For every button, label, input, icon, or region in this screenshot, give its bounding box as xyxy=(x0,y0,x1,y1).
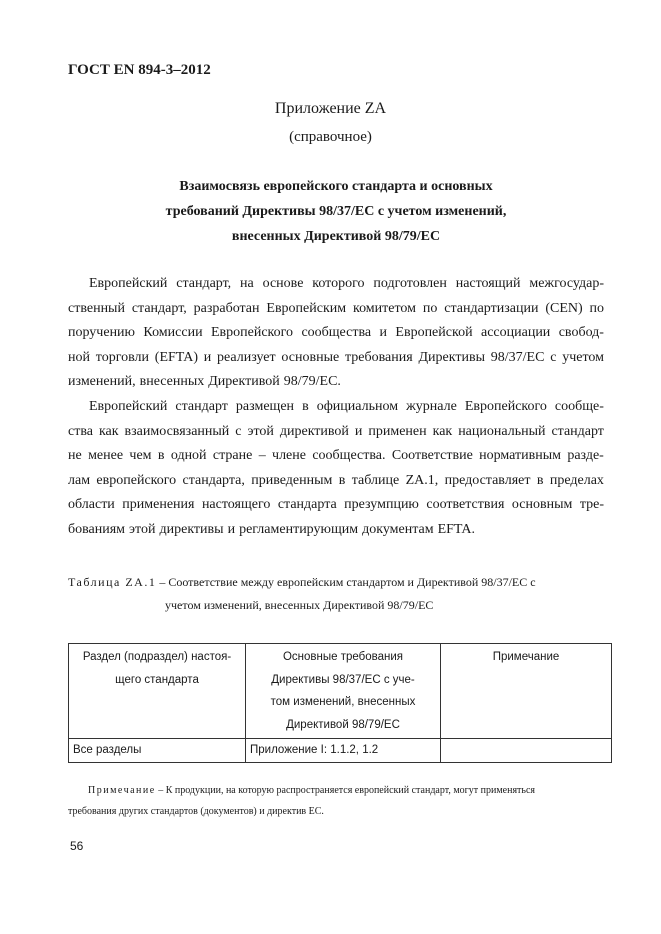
table-caption-continuation: учетом изменений, внесенных Директивой 98/79/ЕС xyxy=(165,598,434,612)
paragraph-1 xyxy=(68,272,604,395)
word: комитетом xyxy=(352,300,417,316)
word: стандартизации xyxy=(444,300,539,316)
word: требования xyxy=(344,349,413,365)
word: области xyxy=(68,497,115,513)
annex-title: Приложение ZA xyxy=(274,100,387,117)
word: стране xyxy=(212,448,253,464)
word: Директивы xyxy=(418,349,485,365)
annex-subtitle-line: Взаимосвязь европейского стандарта и основных xyxy=(179,179,493,194)
table-caption-text: – Соответствие между европейским стандартом и Директивой 98/37/ЕС с xyxy=(156,575,536,589)
word: размещен xyxy=(235,398,295,414)
word: сообщества xyxy=(301,325,372,341)
word: стандарт xyxy=(551,423,604,439)
word: 98/79/ЕС. xyxy=(283,374,341,390)
word: свобод- xyxy=(558,325,604,341)
header-line: Основные требования xyxy=(282,651,404,663)
header-line: Примечание xyxy=(492,651,560,663)
word: директивой xyxy=(279,423,349,439)
word: стандарта xyxy=(277,497,337,513)
word: основные xyxy=(281,349,340,365)
word: стандарт, xyxy=(176,276,232,291)
word: (EFTA) xyxy=(154,349,198,365)
table-cell-note xyxy=(441,739,612,763)
word: бованиям xyxy=(68,521,126,537)
word: презумпцию xyxy=(344,497,419,513)
document-code: ГОСТ EN 894-3–2012 xyxy=(68,62,211,78)
word: межгосудар- xyxy=(529,276,604,291)
word: по xyxy=(589,300,604,316)
word: в xyxy=(157,448,165,464)
word: Соответствие xyxy=(391,448,473,464)
word: 98/37/ЕС xyxy=(490,349,545,365)
word: в xyxy=(536,472,544,488)
word: сообщества. xyxy=(312,448,386,464)
paragraph-line xyxy=(68,395,604,420)
word: предоставляет xyxy=(444,472,531,488)
paragraph-line xyxy=(68,346,604,371)
table-row xyxy=(69,739,612,763)
word: европейского xyxy=(96,472,177,488)
word: члене xyxy=(272,448,306,464)
word: нормативным xyxy=(479,448,561,464)
header-line: щего стандарта xyxy=(115,673,199,686)
header-line: Директивой 98/79/ЕС xyxy=(286,718,400,731)
word: не xyxy=(68,448,82,464)
word: внесенных xyxy=(139,374,205,390)
paragraph-line xyxy=(68,493,604,518)
table-header-row xyxy=(69,644,612,739)
word: поручению xyxy=(68,325,136,341)
paragraph-line xyxy=(68,370,604,395)
annex-subtitle-line: внесенных Директивой 98/79/ЕС xyxy=(231,229,441,244)
paragraph-line xyxy=(68,518,604,543)
paragraph-line xyxy=(68,272,604,297)
paragraph-line xyxy=(68,469,604,494)
header-requirements xyxy=(246,644,441,739)
body-text xyxy=(68,272,604,543)
word: и xyxy=(203,349,212,365)
word: регламентирующим xyxy=(239,521,359,537)
word: Европейский xyxy=(89,398,168,414)
word: ства xyxy=(68,423,93,439)
word: взаимосвязанный xyxy=(124,423,230,439)
word: Директивой xyxy=(208,374,280,390)
word: ассоциации xyxy=(480,325,551,341)
header-line: Раздел (подраздел) настоя- xyxy=(82,651,232,663)
requirements-table xyxy=(68,643,612,763)
word: менее xyxy=(88,448,124,464)
word: основным xyxy=(511,497,573,513)
word: сообще- xyxy=(554,398,604,414)
word: ственный xyxy=(68,300,125,316)
word: этой xyxy=(247,423,274,439)
table-note-continuation: требования других стандартов (документов) и директив ЕС. xyxy=(68,806,324,817)
word: по xyxy=(422,300,438,316)
word: подготовлен xyxy=(373,276,447,291)
header-note xyxy=(441,644,612,739)
word: разде- xyxy=(567,448,604,464)
word: как xyxy=(98,423,119,439)
word: на xyxy=(240,276,254,291)
word: разработан xyxy=(193,300,260,316)
word: тре- xyxy=(579,497,604,513)
paragraph-line xyxy=(68,321,604,346)
word: применен xyxy=(368,423,427,439)
page-number: 56 xyxy=(70,839,84,853)
word: стандарта, xyxy=(182,472,245,488)
word: Европейского xyxy=(464,398,547,414)
header-line: том изменений, внесенных xyxy=(270,696,416,708)
table-caption xyxy=(68,575,536,590)
word: таблице xyxy=(351,472,400,488)
table-cell-section: Все разделы xyxy=(69,739,246,763)
table-note xyxy=(88,785,535,796)
word: настоящий xyxy=(455,276,521,291)
header-section xyxy=(69,644,246,739)
word: стандарт xyxy=(175,398,228,414)
note-text: – К продукции, на которую распространяется европейский стандарт, могут применяться xyxy=(155,785,536,796)
word: Комиссии xyxy=(143,325,203,341)
word: применения xyxy=(122,497,195,513)
paragraph-2 xyxy=(68,395,604,543)
word: (CEN) xyxy=(545,300,583,316)
word: одной xyxy=(170,448,207,464)
word: Европейской xyxy=(395,325,473,341)
word: директивы xyxy=(159,521,224,537)
word: с xyxy=(550,349,557,365)
word: и xyxy=(354,423,363,439)
word: национальный xyxy=(458,423,546,439)
word: документам xyxy=(362,521,434,537)
note-label: Примечание xyxy=(88,785,156,796)
word: торговли xyxy=(95,349,149,365)
word: и xyxy=(379,325,387,341)
word: с xyxy=(235,423,242,439)
word: официальном xyxy=(316,398,399,414)
word: этой xyxy=(129,521,156,537)
word: ной xyxy=(68,349,90,365)
word: Европейского xyxy=(210,325,294,341)
word: в xyxy=(302,398,309,414)
table-caption-label: Таблица ZA.1 xyxy=(68,575,157,589)
word: пределах xyxy=(549,472,604,488)
word: Европейским xyxy=(266,300,347,316)
word: ZA.1, xyxy=(405,472,439,488)
paragraph-line xyxy=(68,444,604,469)
paragraph-line xyxy=(68,297,604,322)
annex-subtitle-line: требований Директивы 98/37/ЕС с учетом изменений, xyxy=(165,204,507,219)
annex-type: (справочное) xyxy=(289,129,372,145)
word: лам xyxy=(68,472,91,488)
word: соответствия xyxy=(426,497,505,513)
word: приведенным xyxy=(251,472,333,488)
word: EFTA. xyxy=(437,521,475,537)
word: изменений, xyxy=(68,374,136,390)
word: основе xyxy=(262,276,304,291)
word: как xyxy=(432,423,453,439)
word: и xyxy=(227,521,236,537)
word: учетом xyxy=(562,349,604,365)
word: реализует xyxy=(217,349,276,365)
word: в xyxy=(338,472,346,488)
word: настоящего xyxy=(201,497,271,513)
table-cell-requirements: Приложение I: 1.1.2, 1.2 xyxy=(246,739,441,763)
word: Европейский xyxy=(89,276,168,291)
word: стандарт, xyxy=(131,300,187,316)
word: чем xyxy=(129,448,152,464)
word: которого xyxy=(312,276,365,291)
header-line: Директивы 98/37/ЕС с уче- xyxy=(271,673,415,686)
paragraph-line xyxy=(68,420,604,445)
word: – xyxy=(258,448,266,464)
word: журнале xyxy=(406,398,457,414)
